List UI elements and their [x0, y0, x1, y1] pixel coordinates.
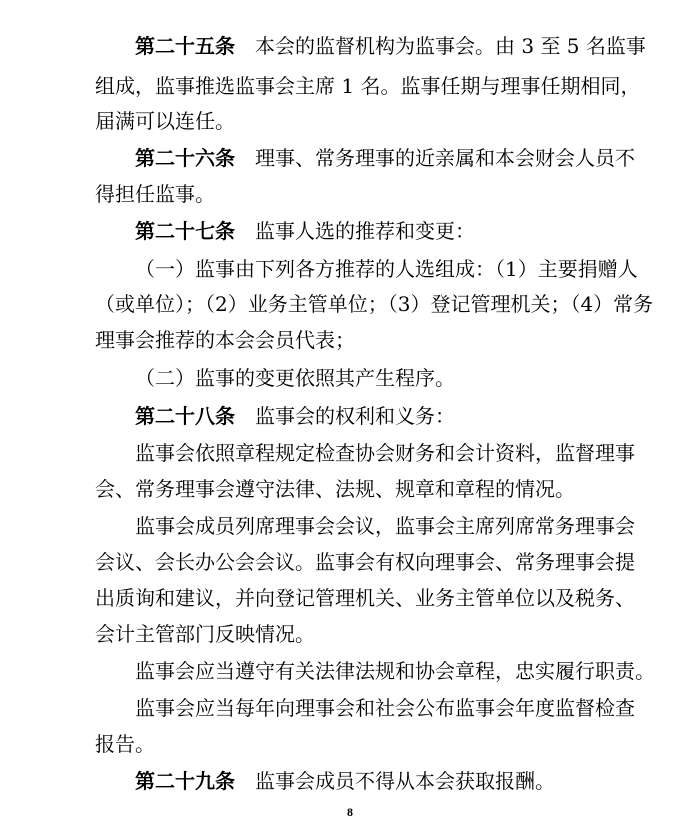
article-26-line-2: 得担任监事。	[95, 182, 215, 206]
article-29-line-1: 第二十九条 监事会成员不得从本会获取报酬。	[135, 769, 555, 793]
article-28-para-1-line-1: 监事会依照章程规定检查协会财务和会计资料，监督理事	[135, 441, 635, 465]
article-28-para-3: 监事会应当遵守有关法律法规和协会章程，忠实履行职责。	[135, 659, 655, 683]
article-25-line-3: 届满可以连任。	[95, 109, 235, 133]
article-27-item-1-line-1: （一）监事由下列各方推荐的人选组成：（1）主要捐赠人	[135, 257, 638, 281]
article-28-para-4-line-1: 监事会应当每年向理事会和社会公布监事会年度监督检查	[135, 696, 635, 720]
article-25-line-1: 第二十五条 本会的监督机构为监事会。由 3 至 5 名监事	[135, 34, 646, 58]
page-number: 8	[347, 805, 353, 819]
article-28-para-2-line-3: 出质询和建议，并向登记管理机关、业务主管单位以及税务、	[95, 586, 635, 610]
article-27-item-2: （二）监事的变更依照其产生程序。	[135, 366, 455, 390]
article-28-para-2-line-1: 监事会成员列席理事会会议，监事会主席列席常务理事会	[135, 514, 635, 538]
article-28-para-4-line-2: 报告。	[95, 732, 155, 756]
article-27-line-1: 第二十七条 监事人选的推荐和变更：	[135, 219, 475, 243]
article-28-line-1: 第二十八条 监事会的权利和义务：	[135, 404, 455, 428]
article-28-para-2-line-2: 会议、会长办公会会议。监事会有权向理事会、常务理事会提	[95, 550, 635, 574]
article-27-title: 第二十七条	[135, 219, 235, 243]
article-27-item-1-line-2: （或单位）；（2）业务主管单位；（3）登记管理机关；（4）常务	[95, 292, 654, 316]
article-28-para-1-line-2: 会、常务理事会遵守法律、法规、规章和章程的情况。	[95, 477, 575, 501]
article-26-title: 第二十六条	[135, 146, 235, 170]
article-25-title: 第二十五条	[135, 34, 235, 58]
article-25-line-2: 组成，监事推选监事会主席 1 名。监事任期与理事任期相同，	[95, 74, 641, 98]
article-28-para-2-line-4: 会计主管部门反映情况。	[95, 622, 315, 646]
article-27-item-1-line-3: 理事会推荐的本会会员代表；	[95, 328, 355, 352]
article-28-title: 第二十八条	[135, 404, 235, 428]
article-26-line-1: 第二十六条 理事、常务理事的近亲属和本会财会人员不	[135, 146, 635, 170]
article-29-title: 第二十九条	[135, 769, 235, 793]
